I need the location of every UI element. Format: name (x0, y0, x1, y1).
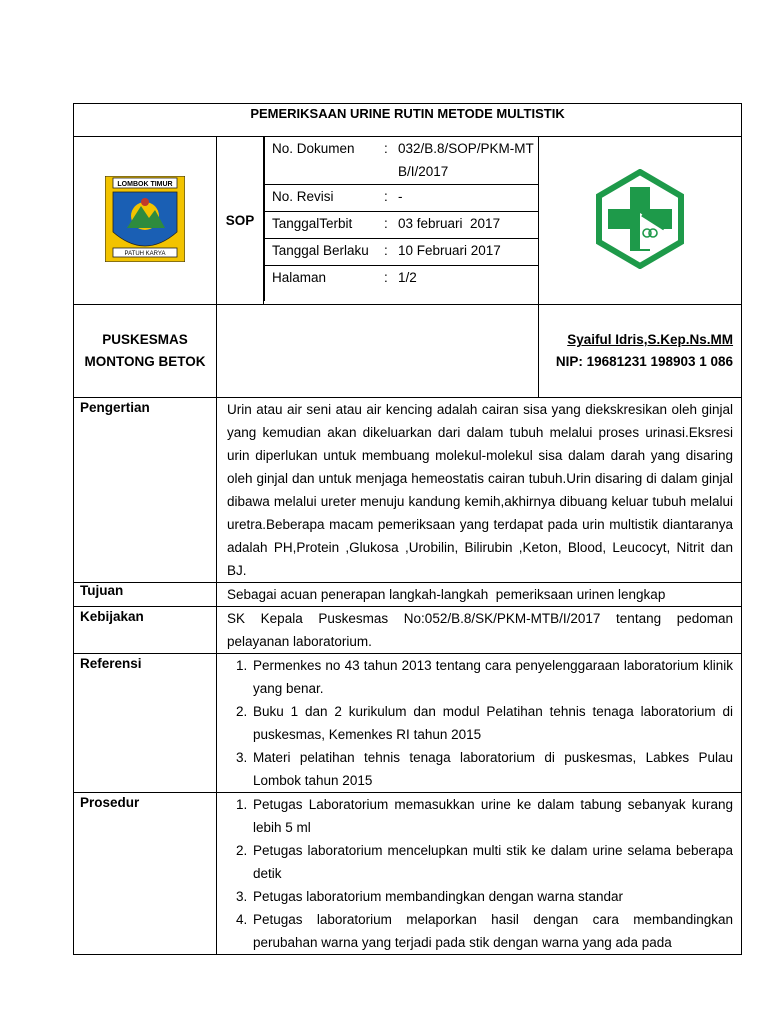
emblem-text-top: LOMBOK TIMUR (117, 181, 173, 188)
section-label-tujuan: Tujuan (74, 583, 217, 607)
section-label-kebijakan: Kebijakan (74, 607, 217, 654)
document-info-cell (264, 137, 539, 305)
info-label-tanggal-terbit: TanggalTerbit (265, 211, 385, 238)
sop-document (73, 103, 741, 955)
list-item: 1. Permenkes no 43 tahun 2013 tentang cara penyelenggaraan laboratorium klinik yang benar. (251, 654, 733, 700)
info-separator: : (384, 137, 394, 184)
info-value-no-dokumen: 032/B.8/SOP/PKM-MTB/I/2017 (394, 137, 538, 184)
document-title: PEMERIKSAAN URINE RUTIN METODE MULTISTIK (74, 104, 742, 137)
info-separator: : (384, 184, 394, 211)
signatory-nip: NIP: 19681231 198903 1 086 (555, 354, 734, 369)
document-info-table (264, 137, 538, 301)
section-text-kebijakan: SK Kepala Puskesmas No:052/B.8/SK/PKM-MTB/I/2017 tentang pedoman pelayanan laboratorium. (217, 607, 742, 654)
list-item: 1. Petugas Laboratorium memasukkan urine ke dalam tabung sebanyak kurang lebih 5 ml (251, 793, 733, 839)
list-item: 3. Petugas laboratorium membandingkan dengan warna standar (251, 885, 733, 908)
sop-table (73, 103, 742, 955)
signatory-name: Syaiful Idris,S.Kep.Ns.MM (567, 332, 734, 347)
org-line-1: PUSKESMAS (102, 332, 188, 347)
section-text-pengertian: Urin atau air seni atau air kencing adalah cairan sisa yang diekskresikan oleh ginjal yang kemudian akan dikeluarkan dari dalam tubuh melalui proses urinasi.Eksresi urin diperlukan untuk membuang molekul-molekul sisa dalam darah yang disaring oleh ginjal dan untuk menjaga hemeostatis cairan tubuh.Urin disaring di dalam ginjal dibawa melalui ureter menuju kandung kemih,akhirnya dibuang keluar tubuh melalui uretra.Beberapa macam pemeriksaan yang terdapat pada urin multistik diantaranya adalah PH,Protein ,Glukosa ,Urobilin, Bilirubin ,Keton, Blood, Leucocyt, Nitrit dan BJ. (217, 398, 742, 583)
signature-blank-cell (217, 305, 539, 398)
info-label-halaman: Halaman (265, 265, 385, 301)
lombok-timur-logo-cell (74, 137, 217, 305)
info-separator: : (384, 238, 394, 265)
lombok-timur-emblem-icon (105, 176, 185, 262)
info-value-halaman: 1/2 (398, 269, 417, 285)
sop-label: SOP (217, 137, 264, 305)
section-list-referensi (217, 654, 742, 793)
section-text-tujuan: Sebagai acuan penerapan langkah-langkah pemeriksaan urinen lengkap (217, 583, 742, 607)
organization-name (74, 305, 217, 398)
list-item: 3. Materi pelatihan tehnis tenaga laboratorium di puskesmas, Labkes Pulau Lombok tahun 2015 (251, 746, 733, 792)
info-separator: : (384, 211, 394, 238)
section-label-referensi: Referensi (74, 654, 217, 793)
emblem-text-bottom: PATUH KARYA (124, 251, 166, 257)
info-label-tanggal-berlaku: Tanggal Berlaku (265, 238, 385, 265)
list-item: 4. Petugas laboratorium melaporkan hasil dengan cara membandingkan perubahan warna yang terjadi pada stik dengan warna yang ada pada (251, 908, 733, 954)
section-list-prosedur (217, 793, 742, 955)
puskesmas-logo-icon (590, 169, 690, 269)
info-value-tanggal-terbit: 03 februari 2017 (394, 211, 538, 238)
info-separator: : (384, 269, 388, 285)
signatory-block (539, 305, 742, 398)
info-label-no-dokumen: No. Dokumen (265, 137, 385, 184)
section-label-pengertian: Pengertian (74, 398, 217, 583)
org-line-2: MONTONG BETOK (84, 354, 206, 369)
list-item: 2. Buku 1 dan 2 kurikulum dan modul Pelatihan tehnis tenaga laboratorium di puskesmas, Kemenkes RI tahun 2015 (251, 700, 733, 746)
info-value-tanggal-berlaku: 10 Februari 2017 (394, 238, 538, 265)
info-value-no-revisi: - (394, 184, 538, 211)
section-label-prosedur: Prosedur (74, 793, 217, 955)
list-item: 2. Petugas laboratorium mencelupkan multi stik ke dalam urine selama beberapa detik (251, 839, 733, 885)
info-label-no-revisi: No. Revisi (265, 184, 385, 211)
puskesmas-logo-cell (539, 137, 742, 305)
